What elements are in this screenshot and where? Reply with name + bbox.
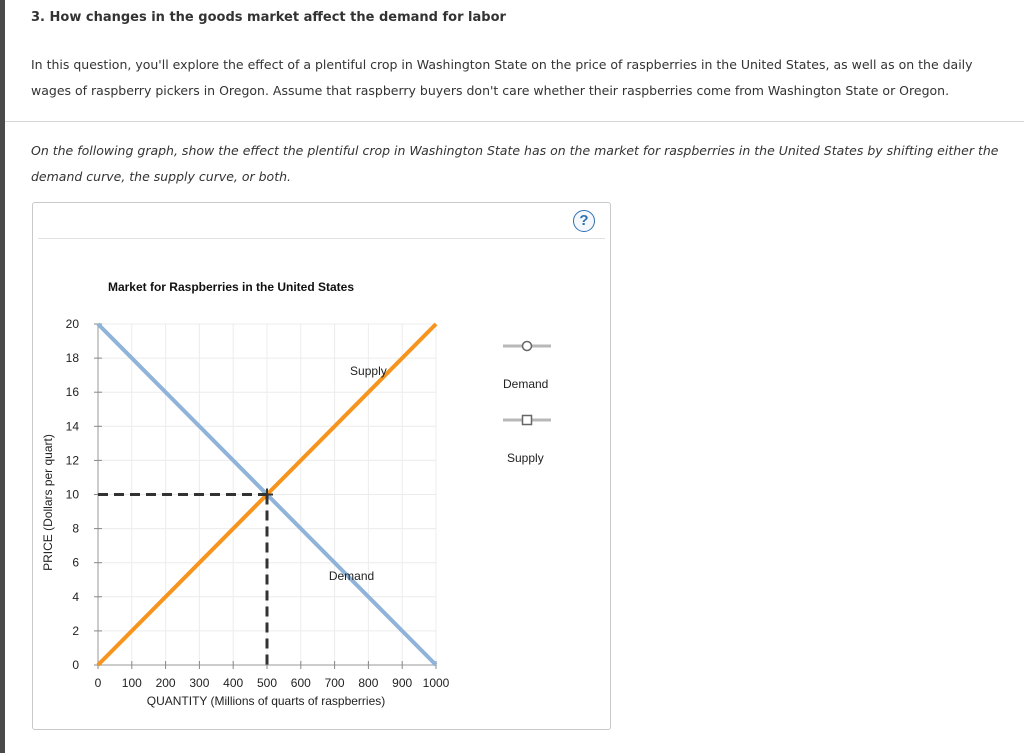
x-tick-label: 600 — [290, 676, 311, 690]
chart-title: Market for Raspberries in the United States — [107, 280, 355, 294]
y-tick-label: 8 — [72, 521, 79, 536]
y-tick-label: 16 — [65, 385, 79, 400]
graph-panel — [32, 202, 611, 730]
help-button[interactable]: ? — [573, 210, 595, 232]
market-graph[interactable] — [33, 203, 610, 729]
left-edge-bar — [0, 0, 5, 753]
y-tick-label: 18 — [65, 351, 79, 366]
y-tick-label: 2 — [72, 623, 79, 638]
supply-tool-icon — [501, 413, 555, 427]
x-tick-label: 0 — [94, 676, 102, 690]
legend-supply-label: Supply — [507, 451, 544, 465]
y-tick-label: 20 — [65, 317, 79, 331]
y-tick-label: 14 — [65, 419, 79, 434]
supply-curve-label: Supply — [350, 364, 387, 379]
demand-curve-label: Demand — [328, 568, 375, 583]
y-tick-label: 10 — [65, 487, 79, 502]
legend-supply-tool[interactable] — [501, 413, 555, 427]
x-tick-label: 700 — [324, 676, 345, 690]
y-tick-label: 0 — [72, 658, 79, 672]
question-title: 3. How changes in the goods market affect the demand for labor — [31, 10, 506, 25]
section-divider — [5, 121, 1024, 122]
question-instruction: On the following graph, show the effect the plentiful crop in Washington State has on the market for raspberries in the United States by shifting either the demand curve, the supply curve, or both. — [31, 143, 999, 184]
question-intro: In this question, you'll explore the effect of a plentiful crop in Washington State on the price of raspberries in the United States, as well as on the daily wages of raspberry pickers in Oregon. Assume that raspberry buyers don't care whether their raspberries come from Washington State or Oregon. — [31, 57, 973, 98]
y-axis-label: PRICE (Dollars per quart) — [41, 434, 55, 571]
x-tick-label: 500 — [256, 676, 278, 690]
x-tick-label: 1000 — [422, 676, 450, 690]
x-axis-label: QUANTITY (Millions of quarts of raspberries) — [146, 694, 386, 708]
x-tick-label: 900 — [392, 676, 413, 690]
x-tick-label: 400 — [223, 676, 244, 690]
x-tick-label: 800 — [358, 676, 379, 690]
y-tick-label: 6 — [72, 555, 79, 570]
demand-tool-icon — [501, 339, 555, 353]
x-tick-label: 100 — [121, 676, 142, 690]
y-tick-label: 4 — [72, 589, 79, 604]
x-tick-label: 200 — [155, 676, 176, 690]
legend-demand-label: Demand — [503, 377, 549, 391]
y-tick-label: 12 — [65, 453, 79, 468]
legend-demand-tool[interactable] — [501, 339, 555, 353]
x-tick-label: 300 — [189, 676, 210, 690]
